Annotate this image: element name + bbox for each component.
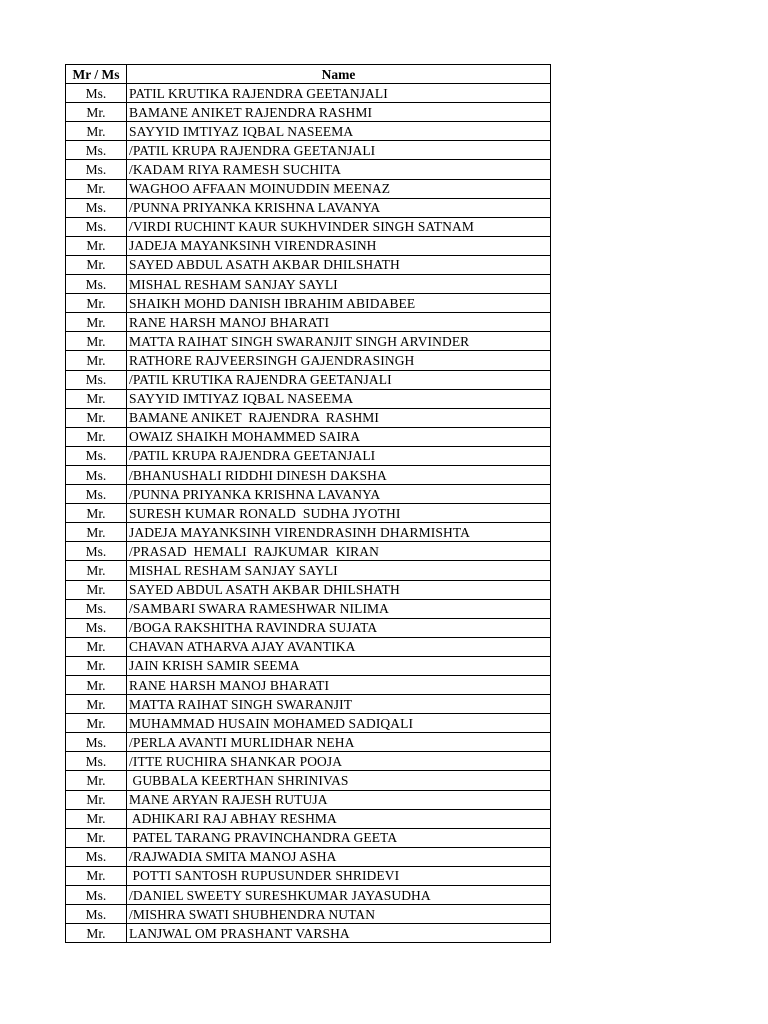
title-cell: Mr.	[66, 809, 127, 828]
name-cell: PATIL KRUTIKA RAJENDRA GEETANJALI	[127, 84, 551, 103]
title-cell: Mr.	[66, 580, 127, 599]
name-cell: MISHAL RESHAM SANJAY SAYLI	[127, 561, 551, 580]
name-cell: /RAJWADIA SMITA MANOJ ASHA	[127, 847, 551, 866]
table-row	[66, 485, 551, 504]
title-cell: Ms.	[66, 847, 127, 866]
column-header-name: Name	[127, 65, 551, 84]
table-row	[66, 523, 551, 542]
title-cell: Mr.	[66, 313, 127, 332]
title-cell: Ms.	[66, 465, 127, 484]
name-cell: /PATIL KRUTIKA RAJENDRA GEETANJALI	[127, 370, 551, 389]
table-row	[66, 465, 551, 484]
name-cell: MATTA RAIHAT SINGH SWARANJIT SINGH ARVINDER	[127, 332, 551, 351]
name-cell: ADHIKARI RAJ ABHAY RESHMA	[127, 809, 551, 828]
table-row	[66, 275, 551, 294]
name-cell: SAYED ABDUL ASATH AKBAR DHILSHATH	[127, 255, 551, 274]
title-cell: Mr.	[66, 179, 127, 198]
title-cell: Ms.	[66, 599, 127, 618]
name-cell: /DANIEL SWEETY SURESHKUMAR JAYASUDHA	[127, 886, 551, 905]
names-table	[65, 64, 551, 943]
name-cell: MANE ARYAN RAJESH RUTUJA	[127, 790, 551, 809]
name-cell: MATTA RAIHAT SINGH SWARANJIT	[127, 695, 551, 714]
table-row	[66, 714, 551, 733]
title-cell: Mr.	[66, 866, 127, 885]
table-row	[66, 236, 551, 255]
table-row	[66, 198, 551, 217]
name-cell: CHAVAN ATHARVA AJAY AVANTIKA	[127, 637, 551, 656]
title-cell: Ms.	[66, 886, 127, 905]
table-row	[66, 160, 551, 179]
table-row	[66, 141, 551, 160]
name-cell: MUHAMMAD HUSAIN MOHAMED SADIQALI	[127, 714, 551, 733]
name-cell: /PUNNA PRIYANKA KRISHNA LAVANYA	[127, 485, 551, 504]
name-cell: SHAIKH MOHD DANISH IBRAHIM ABIDABEE	[127, 294, 551, 313]
name-cell: /VIRDI RUCHINT KAUR SUKHVINDER SINGH SATNAM	[127, 217, 551, 236]
table-row	[66, 866, 551, 885]
title-cell: Mr.	[66, 676, 127, 695]
name-cell: SURESH KUMAR RONALD SUDHA JYOTHI	[127, 504, 551, 523]
title-cell: Ms.	[66, 84, 127, 103]
title-cell: Ms.	[66, 275, 127, 294]
name-cell: JADEJA MAYANKSINH VIRENDRASINH	[127, 236, 551, 255]
name-cell: SAYYID IMTIYAZ IQBAL NASEEMA	[127, 389, 551, 408]
title-cell: Mr.	[66, 790, 127, 809]
name-cell: /PATIL KRUPA RAJENDRA GEETANJALI	[127, 446, 551, 465]
table-row	[66, 771, 551, 790]
column-header-title: Mr / Ms	[66, 65, 127, 84]
table-row	[66, 886, 551, 905]
name-cell: /PATIL KRUPA RAJENDRA GEETANJALI	[127, 141, 551, 160]
title-cell: Mr.	[66, 332, 127, 351]
name-cell: /BOGA RAKSHITHA RAVINDRA SUJATA	[127, 618, 551, 637]
name-cell: /PERLA AVANTI MURLIDHAR NEHA	[127, 733, 551, 752]
table-row	[66, 809, 551, 828]
table-row	[66, 561, 551, 580]
name-cell: POTTI SANTOSH RUPUSUNDER SHRIDEVI	[127, 866, 551, 885]
table-row	[66, 370, 551, 389]
name-cell: LANJWAL OM PRASHANT VARSHA	[127, 924, 551, 943]
name-cell: /PRASAD HEMALI RAJKUMAR KIRAN	[127, 542, 551, 561]
title-cell: Mr.	[66, 389, 127, 408]
name-cell: RANE HARSH MANOJ BHARATI	[127, 313, 551, 332]
table-row	[66, 618, 551, 637]
title-cell: Mr.	[66, 523, 127, 542]
table-row	[66, 695, 551, 714]
name-cell: RANE HARSH MANOJ BHARATI	[127, 676, 551, 695]
table-row	[66, 924, 551, 943]
table-row	[66, 179, 551, 198]
name-cell: /BHANUSHALI RIDDHI DINESH DAKSHA	[127, 465, 551, 484]
title-cell: Mr.	[66, 561, 127, 580]
title-cell: Ms.	[66, 446, 127, 465]
title-cell: Ms.	[66, 733, 127, 752]
title-cell: Ms.	[66, 542, 127, 561]
table-row	[66, 427, 551, 446]
table-row	[66, 504, 551, 523]
name-cell: JADEJA MAYANKSINH VIRENDRASINH DHARMISHTA	[127, 523, 551, 542]
table-row	[66, 905, 551, 924]
table-row	[66, 351, 551, 370]
name-cell: SAYED ABDUL ASATH AKBAR DHILSHATH	[127, 580, 551, 599]
title-cell: Mr.	[66, 122, 127, 141]
title-cell: Ms.	[66, 198, 127, 217]
table-row	[66, 313, 551, 332]
title-cell: Ms.	[66, 160, 127, 179]
table-row	[66, 828, 551, 847]
name-cell: /SAMBARI SWARA RAMESHWAR NILIMA	[127, 599, 551, 618]
title-cell: Ms.	[66, 217, 127, 236]
name-cell: BAMANE ANIKET RAJENDRA RASHMI	[127, 408, 551, 427]
title-cell: Mr.	[66, 637, 127, 656]
name-cell: /ITTE RUCHIRA SHANKAR POOJA	[127, 752, 551, 771]
title-cell: Mr.	[66, 714, 127, 733]
title-cell: Mr.	[66, 103, 127, 122]
table-row	[66, 217, 551, 236]
header-row	[66, 65, 551, 84]
title-cell: Ms.	[66, 752, 127, 771]
table-row	[66, 599, 551, 618]
name-cell: BAMANE ANIKET RAJENDRA RASHMI	[127, 103, 551, 122]
title-cell: Mr.	[66, 236, 127, 255]
title-cell: Ms.	[66, 485, 127, 504]
table-row	[66, 408, 551, 427]
name-cell: JAIN KRISH SAMIR SEEMA	[127, 656, 551, 675]
table-row	[66, 294, 551, 313]
title-cell: Ms.	[66, 370, 127, 389]
title-cell: Mr.	[66, 408, 127, 427]
table-row	[66, 790, 551, 809]
name-cell: RATHORE RAJVEERSINGH GAJENDRASINGH	[127, 351, 551, 370]
title-cell: Mr.	[66, 427, 127, 446]
table-body	[66, 84, 551, 943]
table-row	[66, 752, 551, 771]
name-cell: /KADAM RIYA RAMESH SUCHITA	[127, 160, 551, 179]
table-row	[66, 637, 551, 656]
table-row	[66, 389, 551, 408]
table-row	[66, 676, 551, 695]
name-cell: /PUNNA PRIYANKA KRISHNA LAVANYA	[127, 198, 551, 217]
title-cell: Mr.	[66, 351, 127, 370]
table-row	[66, 847, 551, 866]
name-cell: SAYYID IMTIYAZ IQBAL NASEEMA	[127, 122, 551, 141]
title-cell: Mr.	[66, 294, 127, 313]
table-row	[66, 122, 551, 141]
table-row	[66, 656, 551, 675]
name-cell: PATEL TARANG PRAVINCHANDRA GEETA	[127, 828, 551, 847]
title-cell: Ms.	[66, 141, 127, 160]
title-cell: Mr.	[66, 771, 127, 790]
table-row	[66, 103, 551, 122]
title-cell: Mr.	[66, 656, 127, 675]
table-row	[66, 332, 551, 351]
table-row	[66, 84, 551, 103]
table-row	[66, 733, 551, 752]
name-cell: /MISHRA SWATI SHUBHENDRA NUTAN	[127, 905, 551, 924]
title-cell: Ms.	[66, 905, 127, 924]
title-cell: Mr.	[66, 695, 127, 714]
title-cell: Mr.	[66, 828, 127, 847]
name-cell: GUBBALA KEERTHAN SHRINIVAS	[127, 771, 551, 790]
table-row	[66, 255, 551, 274]
table-row	[66, 580, 551, 599]
name-cell: WAGHOO AFFAAN MOINUDDIN MEENAZ	[127, 179, 551, 198]
title-cell: Ms.	[66, 618, 127, 637]
title-cell: Mr.	[66, 924, 127, 943]
table-row	[66, 542, 551, 561]
name-cell: MISHAL RESHAM SANJAY SAYLI	[127, 275, 551, 294]
name-cell: OWAIZ SHAIKH MOHAMMED SAIRA	[127, 427, 551, 446]
title-cell: Mr.	[66, 504, 127, 523]
title-cell: Mr.	[66, 255, 127, 274]
table-row	[66, 446, 551, 465]
